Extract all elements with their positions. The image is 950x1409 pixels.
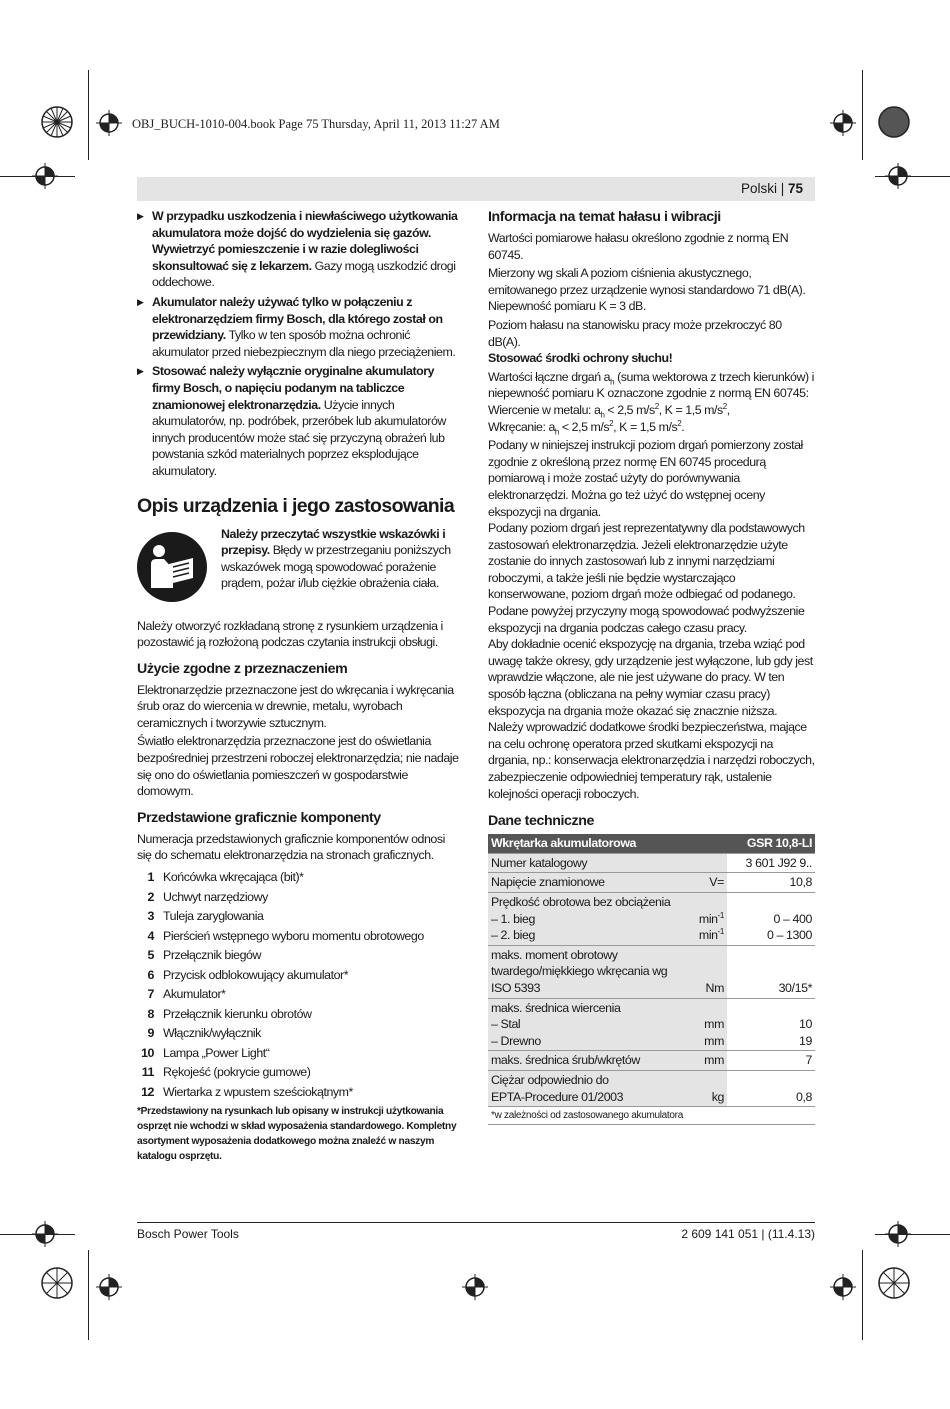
table-footnote: *w zależności od zastosowanego akumulatora (488, 1107, 815, 1125)
list-item: 4 Pierścień wstępnego wyboru momentu obrotowego (147, 928, 424, 943)
table-row: Numer katalogowy 3 601 J92 9.. (488, 853, 815, 873)
footer-doc-number: 2 609 141 051 | (11.4.13) (681, 1227, 815, 1241)
warning-box (137, 526, 459, 608)
left-column (137, 208, 459, 1166)
usage-paragraph: Elektronarzędzie przeznaczone jest do wkręcania i wykręcania śrub oraz do wiercenia w drewnie, metalu, wyrobach ceramicznych i tworzywie sztucznym. (137, 682, 454, 730)
registration-circle-icon (40, 1266, 74, 1300)
tech-title: Dane techniczne (488, 813, 594, 830)
registration-crosshair-icon (96, 1274, 122, 1300)
safety-bullet: ▶ Akumulator należy używać tylko w połączeniu z elektronarzędziem firmy Bosch, dla którego został on przewidziany. Tylko w ten sposób można ochronić akumulator przed niebezpiecznym dla niego przeciążeniem. (137, 294, 459, 360)
vibration-paragraph: Podany poziom drgań jest reprezentatywny dla podstawowych zastosowań elektronarzędzia. Jeżeli elektronarzędzie użyte zostanie do innych zastosowań lub z innymi narzędziami roboczymi, a także jeśli nie będzie wystarczająco konserwowane, poziom drgań może odbiegać od podanego. Podane powyżej przyczyny mogą spowodować podwyższenie ekspozycji na drgania podczas całego czasu pracy. (488, 521, 805, 635)
safety-bullet: ▶ W przypadku uszkodzenia i niewłaściwego użytkowania akumulatora może dojść do wydzielenia się gazów. Wywietrzyć pomieszczenie i w razie dolegliwości skonsultować się z lekarzem. Gazy mogą uszkodzić drogi oddechowe. (137, 208, 459, 291)
registration-crosshair-icon (96, 110, 122, 136)
accessory-footnote: *Przedstawiony na rysunkach lub opisany w instrukcji użytkowania osprzęt nie wchodzi w skład wyposażenia standardowego. Kompletny asortyment wyposażenia dodatkowego można znaleźć w naszym katalogu osprzętu. (137, 1106, 457, 1163)
crop-mark (862, 70, 863, 160)
page-number: 75 (787, 181, 803, 196)
registration-circle-icon (40, 105, 74, 139)
table-row: maks. średnica śrub/wkrętów mm 7 (488, 1051, 815, 1071)
registration-crosshair-icon (32, 163, 58, 189)
list-item: 12 Wiertarka z wpustem sześciokątnym* (141, 1084, 353, 1099)
registration-crosshair-icon (885, 1221, 911, 1247)
section-title: Opis urządzenia i jego zastosowania (137, 494, 455, 517)
registration-crosshair-icon (462, 1274, 488, 1300)
table-row: Prędkość obrotowa bez obciążenia – 1. bieg – 2. bieg $\min^{-1}$ $\min^{-1}$ 0 – 400 0 – 1300 (488, 892, 815, 945)
noise-title: Informacja na temat hałasu i wibracji (488, 209, 721, 225)
registration-circle-icon (877, 105, 911, 139)
registration-crosshair-icon (32, 1221, 58, 1247)
table-row: maks. średnica wiercenia – Stal – Drewno mm mm 10 19 (488, 998, 815, 1051)
vibration-drilling: Wiercenie w metalu: $a_h < 2,5$ $m/s^2$, K = 1,5 $m/s^2$, (488, 401, 730, 420)
list-item: 9 Włącznik/wyłącznik (147, 1026, 261, 1041)
right-column (488, 208, 815, 1125)
crop-mark (88, 70, 89, 160)
table-row: Wkrętarka akumulatorowa GSR 10,8-LI (488, 834, 815, 853)
vibration-paragraph: Podany w niniejszej instrukcji poziom drgań pomierzony został zgodnie z określoną przez normę EN 60745 procedurą pomiarową i może zostać użyty do porównywania elektronarzędzi. Można go też użyć do wstępnej oceny ekspozycji na drgania. (488, 438, 803, 519)
list-item: 10 Lampa „Power Light“ (141, 1045, 270, 1060)
vibration-paragraph: Należy wprowadzić dodatkowe środki bezpieczeństwa, mające na celu ochronę operatora przed skutkami ekspozycji na drgania, np.: konserwacja elektronarzędzia i narzędzi roboczych, zabezpieczenie odpowiedniej temperatury rąk, ustalenie kolejności operacji roboczych. (488, 720, 815, 801)
components-title: Przedstawione graficznie komponenty (137, 809, 381, 826)
warning-text: Należy przeczytać wszystkie wskazówki i przepisy. Błędy w przestrzeganiu poniższych wskazówek mogą spowodować porażenie prądem, pożar i/lub ciężkie obrażenia ciała. (221, 526, 451, 591)
intro-text: Należy otworzyć rozkładaną stronę z rysunkiem urządzenia i pozostawić ją rozłożoną podczas czytania instrukcji obsługi. (137, 618, 443, 650)
usage-paragraph: Światło elektronarzędzia przeznaczone jest do oświetlania bezpośredniej przestrzeni roboczej elektronarzędzia; nie nadaje się ono do oświetlania pomieszczeń w gospodarstwie domowym. (137, 734, 459, 799)
read-manual-icon (137, 532, 207, 602)
safety-bullet: ▶ Stosować należy wyłącznie oryginalne akumulatory firmy Bosch, o napięciu podanym na tabliczce znamionowej elektronarzędzia. Użycie innych akumulatorów, np. podróbek, przeróbek lub akumulatorów innych producentów może stać się przyczyną obrażeń lub powstania szkód materialnych poprzez eksplodujące akumulatory. (137, 363, 459, 479)
registration-circle-icon (877, 1266, 911, 1300)
table-row: Ciężar odpowiednio do EPTA-Procedure 01/2003 kg 0,8 (488, 1070, 815, 1106)
components-intro: Numeracja przedstawionych graficznie komponentów odnosi się do schematu elektronarzędzia na stronach graficznych. (137, 831, 445, 863)
footer-brand: Bosch Power Tools (137, 1227, 239, 1241)
list-item: 1 Końcówka wkręcająca (bit)* (147, 870, 304, 885)
noise-paragraph: Poziom hałasu na stanowisku pracy może przekroczyć 80 dB(A). (488, 317, 782, 349)
table-row: maks. moment obrotowy twardego/miękkiego wkręcania wg ISO 5393 Nm 30/15* (488, 945, 815, 998)
list-item: 2 Uchwyt narzędziowy (147, 889, 268, 904)
footer-divider (137, 1222, 815, 1223)
crop-mark (862, 1250, 863, 1340)
list-item: 7 Akumulator* (147, 987, 226, 1002)
usage-title: Użycie zgodne z przeznaczeniem (137, 660, 348, 677)
list-item: 11 Rękojeść (pokrycie gumowe) (141, 1065, 311, 1080)
list-item: 6 Przycisk odblokowujący akumulator* (147, 967, 349, 982)
registration-crosshair-icon (830, 110, 856, 136)
list-item: 5 Przełącznik biegów (147, 948, 261, 963)
vibration-paragraph: Wartości łączne drgań $a_h$ (suma wektorowa z trzech kierunków) i niepewność pomiaru K oznaczone zgodnie z normą EN 60745: (488, 369, 814, 401)
noise-paragraph: Wartości pomiarowe hałasu określono zgodnie z normą EN 60745. (488, 231, 789, 262)
page-header-bar (137, 177, 815, 201)
hearing-protection: Stosować środki ochrony słuchu! (488, 351, 673, 366)
crop-mark (88, 1250, 89, 1340)
list-item: 3 Tuleja zaryglowania (147, 909, 264, 924)
tech-table (488, 834, 815, 1107)
book-header: OBJ_BUCH-1010-004.book Page 75 Thursday, April 11, 2013 11:27 AM (132, 117, 500, 131)
noise-paragraph: Mierzony wg skali A poziom ciśnienia akustycznego, emitowanego przez urządzenie wynosi standardowo 71 dB(A). Niepewność pomiaru K = 3 dB. (488, 266, 806, 314)
table-row: Napięcie znamionowe V= 10,8 (488, 873, 815, 893)
registration-crosshair-icon (885, 163, 911, 189)
page-header: Polski | 75 (740, 181, 803, 196)
list-item: 8 Przełącznik kierunku obrotów (147, 1006, 312, 1021)
vibration-paragraph: Aby dokładnie ocenić ekspozycję na drgania, trzeba wziąć pod uwagę także okresy, gdy urządzenie jest wyłączone, lub gdy jest wprawdzie włączone, ale nie jest używane do pracy. W ten sposób łączna (obliczana na pełny wymiar czasu pracy) ekspozycja na drgania może okazać się znacznie niższa. (488, 637, 813, 718)
registration-crosshair-icon (830, 1274, 856, 1300)
components-list (137, 868, 459, 1102)
vibration-screwing: Wkręcanie: $a_h < 2,5$ $m/s^2$, K = 1,5 $m/s^2$. (488, 418, 685, 436)
language-label: Polski (740, 181, 777, 196)
